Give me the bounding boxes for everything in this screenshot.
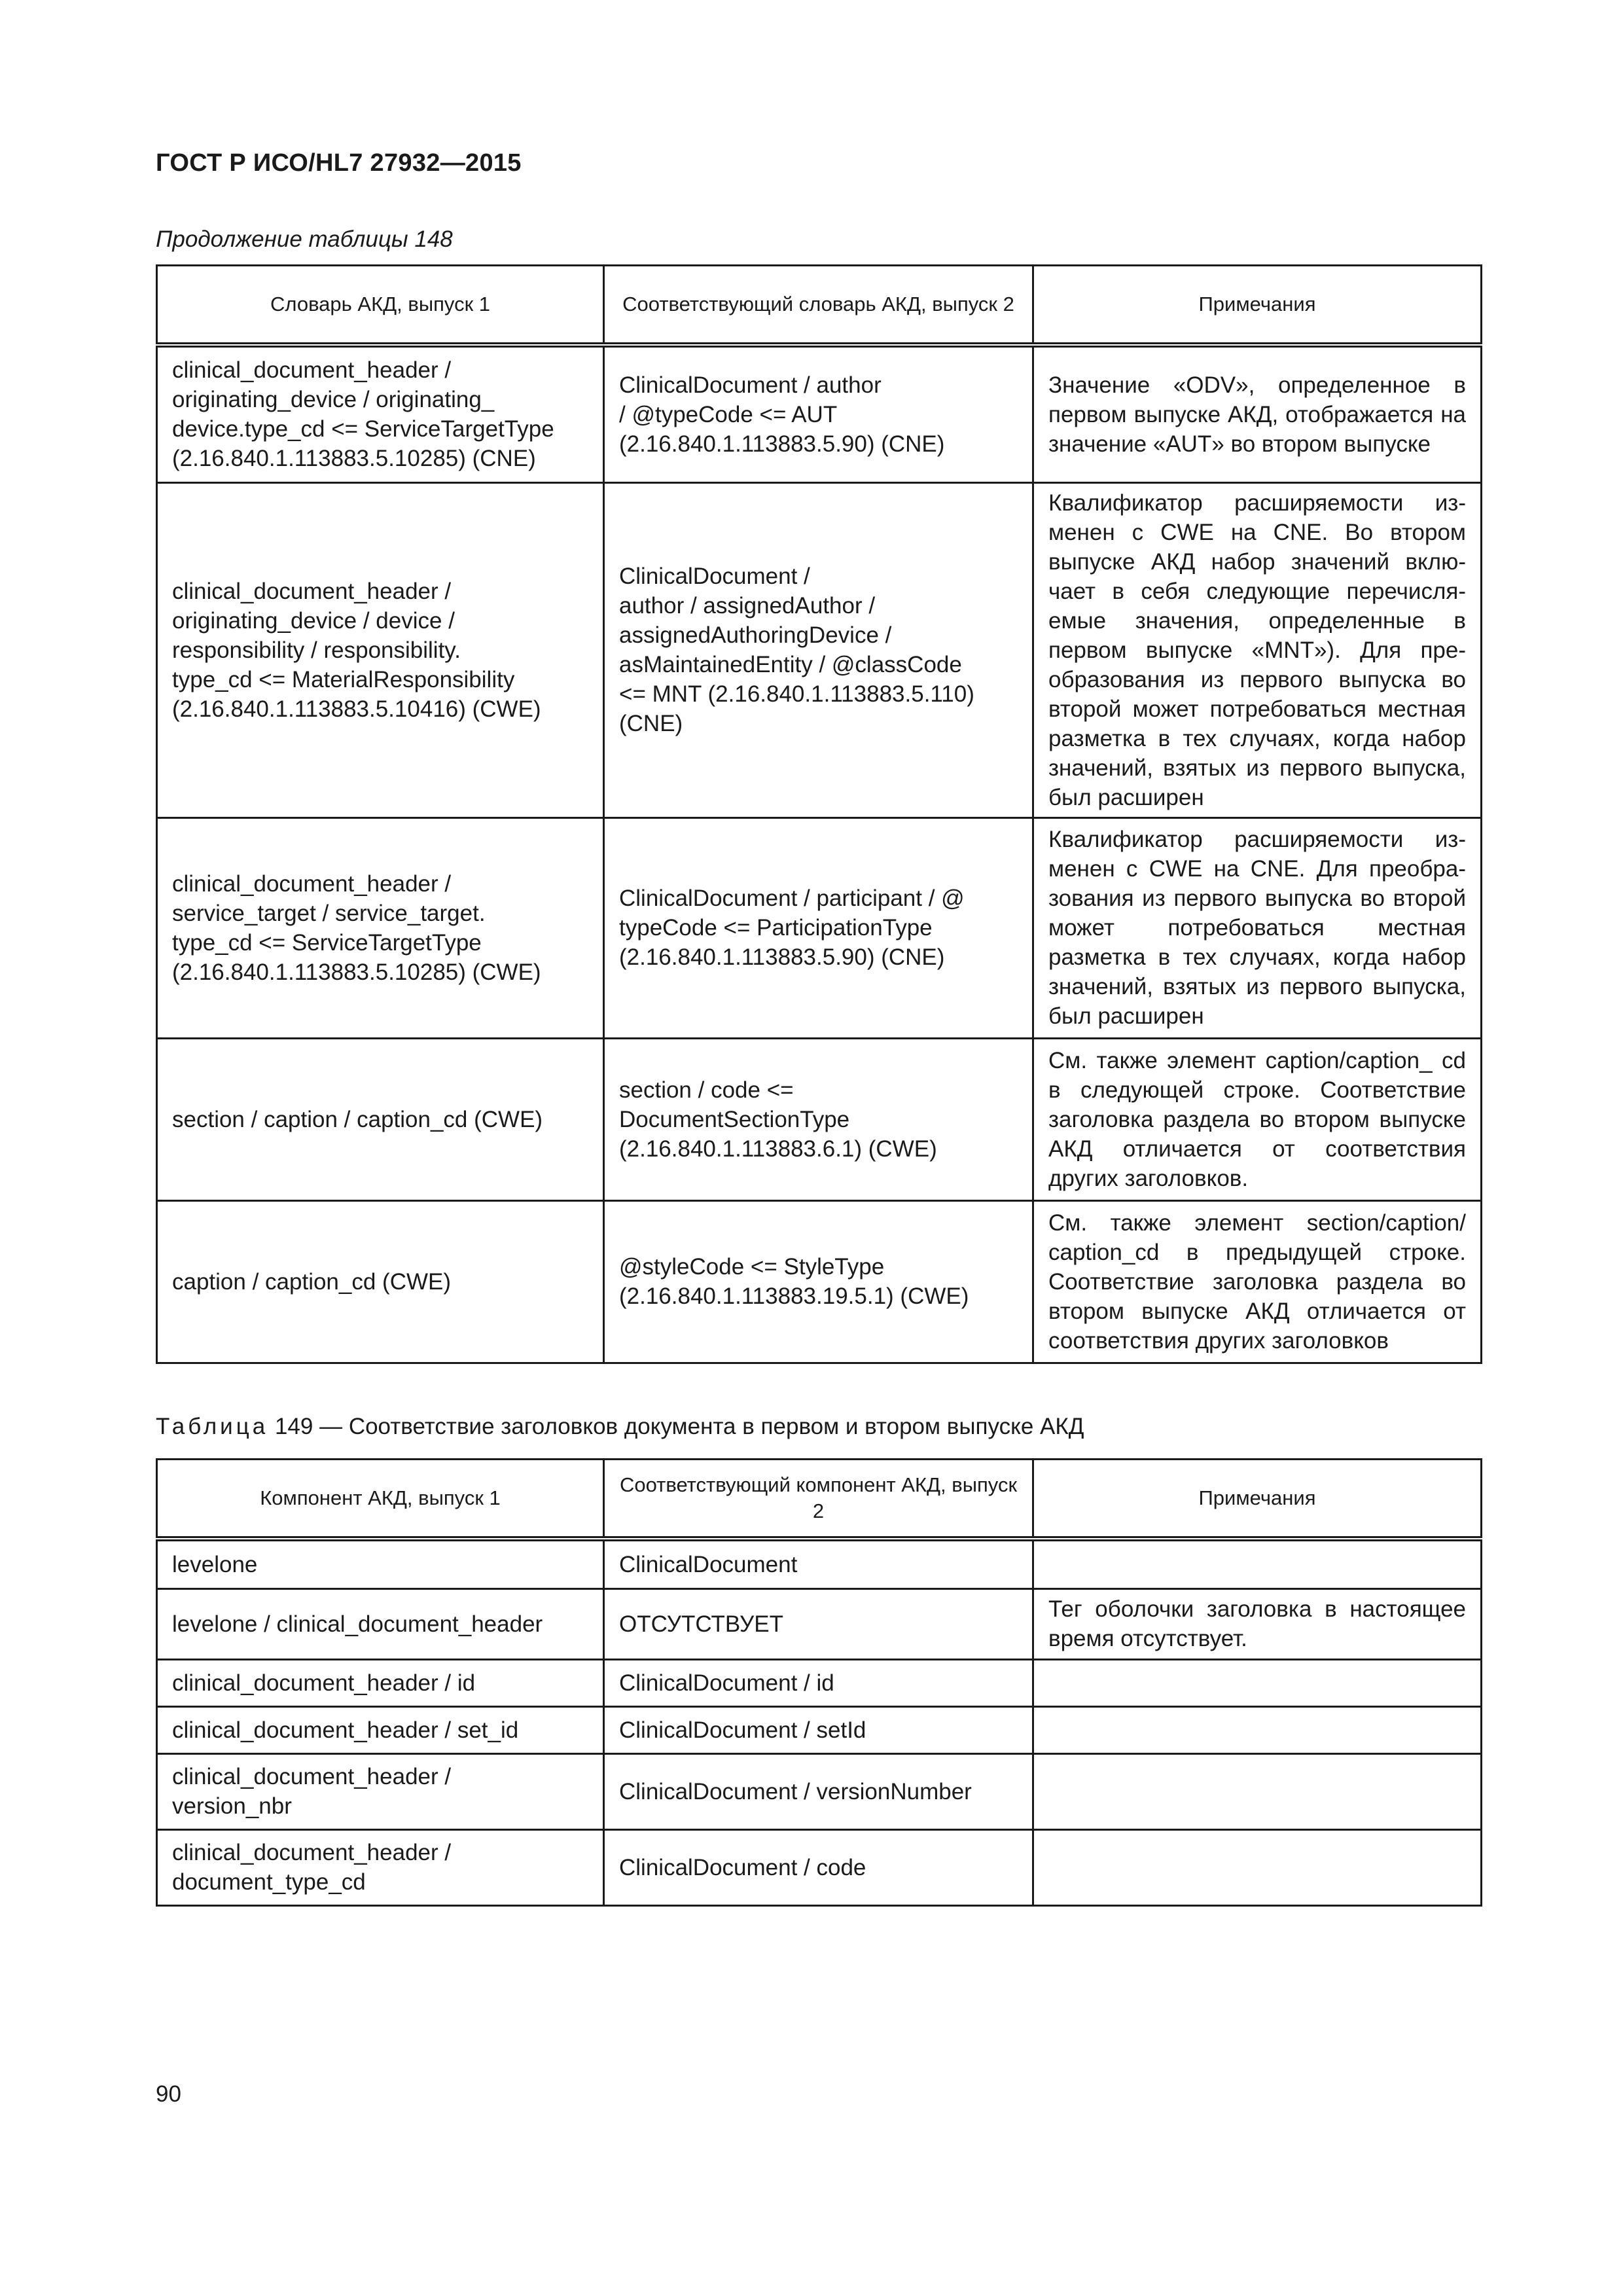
table-cell-release-2 (604, 1659, 1033, 1706)
cell-line: (2.16.840.1.113883.5.10416) (CWE) (172, 696, 541, 722)
table-cell-release-1 (157, 345, 604, 482)
cell-line: levelone / clinical_document_header (172, 1611, 543, 1637)
cell-line: (2.16.840.1.113883.5.10285) (CNE) (172, 446, 536, 472)
cell-line: @styleCode <= StyleType (619, 1254, 885, 1280)
cell-line: originating_device / device / (172, 607, 455, 634)
table-cell-release-1 (157, 1706, 604, 1753)
table-cell-release-1 (157, 1588, 604, 1659)
cell-line: ClinicalDocument / versionNumber (619, 1778, 972, 1804)
table-cell-notes: Тег оболочки заголовка в настоящее время отсутствует. (1033, 1588, 1482, 1659)
document-header: ГОСТ Р ИСО/HL7 27932—2015 (156, 149, 522, 177)
cell-line: document_type_cd (172, 1869, 366, 1895)
cell-line: clinical_document_header / set_id (172, 1717, 519, 1743)
table-row (157, 1539, 1482, 1588)
table-cell-notes (1033, 1659, 1482, 1706)
cell-line: <= MNT (2.16.840.1.113883.5.110) (619, 681, 974, 707)
cell-line: ОТСУТСТВУЕТ (619, 1611, 783, 1637)
cell-line: (2.16.840.1.113883.5.90) (CNE) (619, 431, 945, 457)
table-row (157, 1829, 1482, 1905)
table-149-body (157, 1539, 1482, 1905)
table-cell-release-2 (604, 1539, 1033, 1588)
cell-line: (2.16.840.1.113883.19.5.1) (CWE) (619, 1283, 969, 1309)
table-148-continuation-caption: Продолжение таблицы 148 (156, 226, 453, 252)
table-cell-release-2 (604, 817, 1033, 1038)
table-cell-release-1 (157, 1200, 604, 1363)
cell-line: typeCode <= ParticipationType (619, 915, 933, 941)
table-cell-notes: Квалификатор расширяемости изменен с CWE на CNE. Во втором выпуске АКД набор значений включает в себя следующие перечисляемые значения, определенные в первом выпуске «MNT»). Для преобразования из первого выпуска во второй может потребоваться местная разметка в тех случаях, когда набор значений, взятых из первого выпуска, был расширен (1033, 482, 1482, 817)
cell-line: clinical_document_header / (172, 1764, 452, 1789)
cell-line: ClinicalDocument / (619, 564, 810, 589)
table-149 (156, 1458, 1482, 1907)
cell-line: ClinicalDocument / author (619, 372, 882, 398)
table-149-header-row (157, 1460, 1482, 1539)
cell-line: originating_device / originating_ (172, 387, 495, 413)
table-148-body (157, 345, 1482, 1363)
table-cell-release-2 (604, 1588, 1033, 1659)
cell-line: type_cd <= MaterialResponsibility (172, 666, 515, 692)
table-cell-release-1 (157, 1753, 604, 1829)
column-header: Компонент АКД, выпуск 1 (157, 1460, 604, 1539)
cell-line: ClinicalDocument (619, 1551, 798, 1577)
cell-line: ClinicalDocument / participant / @ (619, 886, 965, 911)
cell-line: ClinicalDocument / code (619, 1854, 866, 1880)
table-148-header-row (157, 266, 1482, 346)
table-148 (156, 264, 1482, 1364)
column-header: Соответствующий компонент АКД, выпуск 2 (604, 1460, 1033, 1539)
table-cell-notes (1033, 1539, 1482, 1588)
table-row (157, 1588, 1482, 1659)
table-cell-release-1 (157, 1659, 604, 1706)
table-cell-release-1 (157, 1038, 604, 1200)
table-row (157, 817, 1482, 1038)
table-cell-release-2 (604, 482, 1033, 817)
cell-line: clinical_document_header / (172, 357, 452, 384)
table-row (157, 1038, 1482, 1200)
cell-line: author / assignedAuthor / (619, 593, 876, 619)
table-row (157, 1706, 1482, 1753)
cell-line: levelone (172, 1551, 258, 1577)
table-cell-release-1 (157, 482, 604, 817)
table-row (157, 1200, 1482, 1363)
cell-line: device.type_cd <= ServiceTargetType (172, 416, 554, 442)
column-header: Соответствующий словарь АКД, выпуск 2 (604, 266, 1033, 346)
cell-line: / @typeCode <= AUT (619, 401, 838, 427)
table-title: 149 — Соответствие заголовков документа в первом и втором выпуске АКД (274, 1414, 1084, 1439)
table-cell-notes (1033, 1753, 1482, 1829)
cell-line: (2.16.840.1.113883.5.10285) (CWE) (172, 959, 541, 985)
cell-line: clinical_document_header / (172, 578, 452, 604)
table-cell-release-1 (157, 1829, 604, 1905)
column-header: Словарь АКД, выпуск 1 (157, 266, 604, 346)
cell-line: type_cd <= ServiceTargetType (172, 929, 482, 956)
cell-line: ClinicalDocument / setId (619, 1717, 866, 1743)
cell-line: caption / caption_cd (CWE) (172, 1268, 452, 1295)
table-cell-release-2 (604, 345, 1033, 482)
table-149-caption (156, 1414, 1084, 1440)
table-cell-release-2 (604, 1753, 1033, 1829)
cell-line: version_nbr (172, 1793, 292, 1819)
cell-line: assignedAuthoringDevice / (619, 622, 892, 648)
cell-line: (2.16.840.1.113883.5.90) (CNE) (619, 944, 945, 970)
cell-line: (CNE) (619, 711, 683, 736)
table-cell-release-1 (157, 817, 604, 1038)
table-label: Таблица (156, 1414, 269, 1439)
page-number: 90 (156, 2081, 181, 2107)
cell-line: clinical_document_header / (172, 870, 452, 897)
table-cell-release-2 (604, 1038, 1033, 1200)
column-header: Примечания (1033, 1460, 1482, 1539)
table-cell-notes: См. также элемент caption/caption_ cd в следующей строке. Соответствие заголовка раздела во втором выпуске АКД отличается от соответствия других заголовков. (1033, 1038, 1482, 1200)
cell-line: asMaintainedEntity / @classCode (619, 652, 962, 677)
cell-line: responsibility / responsibility. (172, 637, 461, 663)
table-cell-release-1 (157, 1539, 604, 1588)
table-row (157, 1659, 1482, 1706)
table-cell-notes: Квалификатор расширяемости изменен с CWE на CNE. Для преобразования из первого выпуска во второй может потребоваться местная разметка в тех случаях, когда набор значений, взятых из первого выпуска, был расширен (1033, 817, 1482, 1038)
cell-line: clinical_document_header / (172, 1840, 452, 1865)
table-cell-release-2 (604, 1706, 1033, 1753)
table-cell-notes (1033, 1706, 1482, 1753)
cell-line: section / caption / caption_cd (CWE) (172, 1106, 543, 1132)
table-cell-notes: См. также элемент section/caption/ caption_cd в предыдущей строке. Соответствие заголовка раздела во втором выпуске АКД отличается от соответствия других заголовков (1033, 1200, 1482, 1363)
cell-line: ClinicalDocument / id (619, 1670, 834, 1696)
column-header: Примечания (1033, 266, 1482, 346)
table-cell-release-2 (604, 1829, 1033, 1905)
cell-line: DocumentSectionType (619, 1106, 850, 1132)
table-cell-release-2 (604, 1200, 1033, 1363)
cell-line: service_target / service_target. (172, 900, 486, 926)
table-cell-notes (1033, 1829, 1482, 1905)
cell-line: (2.16.840.1.113883.6.1) (CWE) (619, 1136, 937, 1162)
table-row (157, 482, 1482, 817)
table-row (157, 1753, 1482, 1829)
cell-line: clinical_document_header / id (172, 1670, 476, 1696)
table-row (157, 345, 1482, 482)
table-cell-notes: Значение «ODV», определенное в первом выпуске АКД, отображается на значение «AUT» во втором выпуске (1033, 345, 1482, 482)
cell-line: section / code <= (619, 1077, 794, 1103)
